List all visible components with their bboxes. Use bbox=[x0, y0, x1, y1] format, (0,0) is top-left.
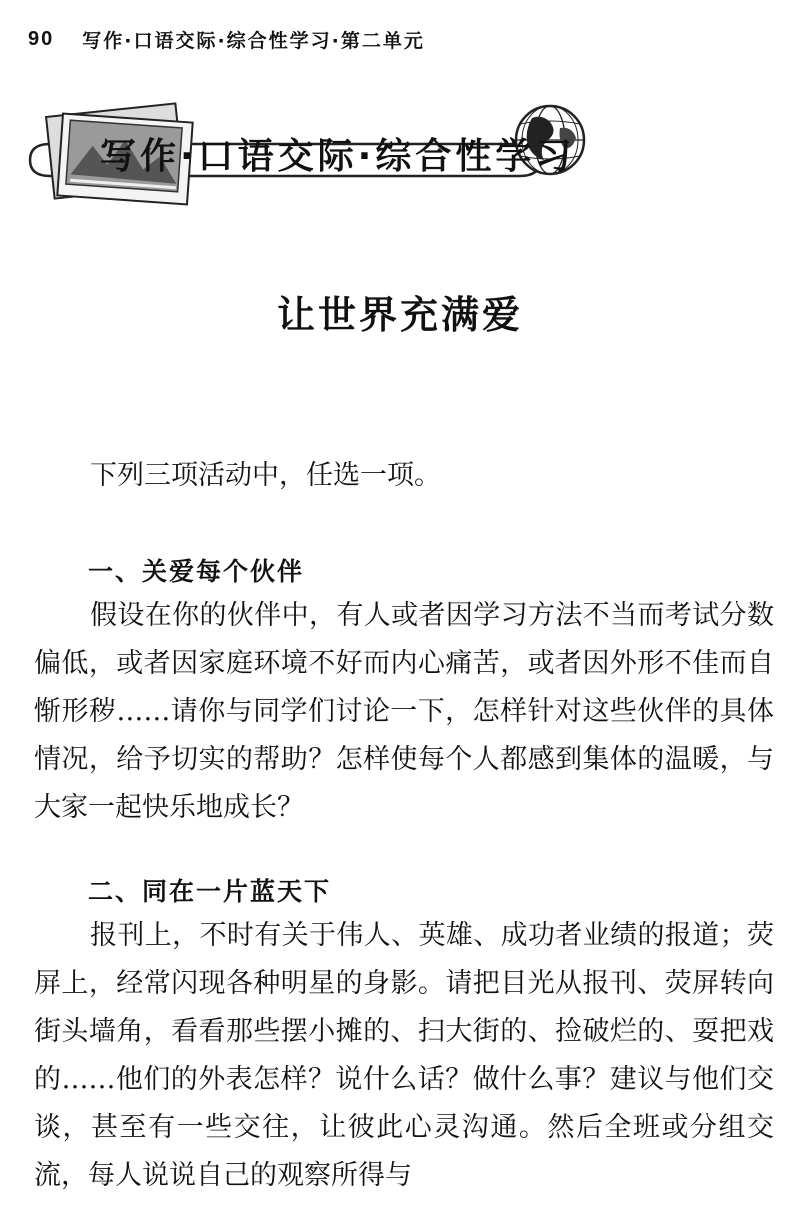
section-heading-2: 二、同在一片蓝天下 bbox=[88, 877, 332, 906]
page-number: 90 bbox=[28, 27, 55, 50]
section-body-1: 假设在你的伙伴中，有人或者因学习方法不当而考试分数偏低，或者因家庭环境不好而内心痛苦，或者因外形不佳而自惭形秽……请你与同学们讨论一下，怎样针对这些伙伴的具体情况，给予切实的帮助？怎样使每个人都感到集体的温暖，与大家一起快乐地成长？ bbox=[34, 600, 774, 823]
section-banner bbox=[20, 88, 600, 208]
article-title: 让世界充满爱 bbox=[276, 293, 523, 337]
banner-title: 写作·口语交际·综合性学习 bbox=[100, 136, 576, 177]
running-header bbox=[28, 24, 788, 54]
intro-paragraph: 下列三项活动中，任选一项。 bbox=[90, 460, 441, 491]
section-heading-1: 一、关爱每个伙伴 bbox=[88, 557, 305, 586]
section-body-2: 报刊上，不时有关于伟人、英雄、成功者业绩的报道；荧屏上，经常闪现各种明星的身影。请把目光从报刊、荧屏转向街头墙角，看看那些摆小摊的、扫大街的、捡破烂的、耍把戏的……他们的外表怎样？说什么话？做什么事？建议与他们交谈，甚至有一些交往，让彼此心灵沟通。然后全班或分组交流，每人说说自己的观察所得与 bbox=[34, 920, 774, 1191]
running-title: 写作·口语交际·综合性学习·第二单元 bbox=[82, 29, 425, 52]
